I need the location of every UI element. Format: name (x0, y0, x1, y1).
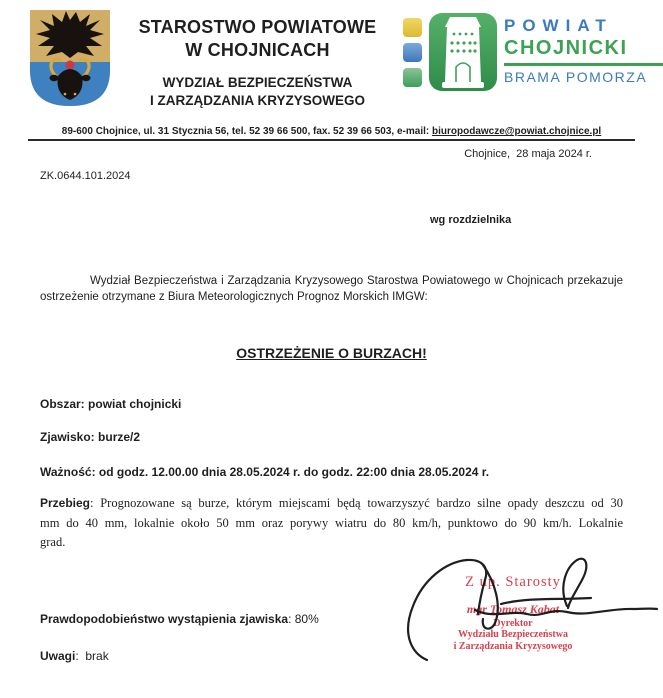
department-name (112, 74, 403, 109)
contact-line (0, 126, 663, 137)
org-name (112, 16, 403, 61)
field-probability-value: : 80% (288, 612, 319, 627)
field-validity-value: od godz. 12.00.00 dnia 28.05.2024 r. do godz. 22:00 dnia 28.05.2024 r. (98, 465, 490, 480)
logo-tower-emblem (428, 12, 498, 97)
contact-email-link[interactable]: biuropodawcze@powiat.chojnice.pl (432, 126, 602, 138)
place-and-date: Chojnice, 28 maja 2024 r. (464, 148, 592, 161)
logo-green-square-icon (403, 68, 422, 87)
department-name-line1: WYDZIAŁ BEZPIECZEŃSTWA (162, 75, 353, 90)
letterhead-titles (112, 8, 403, 109)
coat-of-arms-chojnice (28, 8, 112, 108)
logo-tagline: BRAMA POMORZA (504, 69, 648, 85)
powiat-chojnicki-logo (403, 8, 659, 97)
coat-of-arms-icon (28, 8, 112, 108)
department-name-line2: I ZARZĄDZANIA KRYZYSOWEGO (150, 92, 365, 108)
org-name-line2: W CHOJNICACH (185, 39, 330, 60)
header-divider (28, 139, 635, 141)
contact-address: 89-600 Chojnice, ul. 31 Stycznia 56, tel. 52 39 66 500, fax. 52 39 66 503, e-mail: (61, 126, 432, 138)
logo-blue-square-icon (403, 43, 422, 62)
stamp-signer-name: mgr Tomasz Kabat (466, 602, 560, 616)
field-course-label: Przebieg (40, 496, 91, 511)
intro-paragraph: Wydział Bezpieczeństwa i Zarządzania Kryzysowego Starostwa Powiatowego w Chojnicach przekazuje ostrzeżenie otrzymane z Biura Meteorologicznych Prognoz Morskich IMGW: (40, 275, 623, 304)
letterhead (0, 0, 663, 109)
distribution-note: wg rozdzielnika (430, 214, 512, 227)
logo-name-top: POWIAT (504, 16, 613, 35)
logo-name-bottom: CHOJNICKI (504, 37, 628, 59)
org-name-line1: STAROSTWO POWIATOWE (138, 17, 377, 37)
logo-divider (504, 63, 663, 66)
field-phenomenon-value: burze/2 (98, 430, 141, 445)
field-area-label: Obszar: (40, 397, 85, 412)
stamp-signer-title: Dyrektor (493, 618, 533, 629)
field-validity (40, 465, 623, 479)
logo-color-squares (403, 12, 422, 97)
field-probability-label: Prawdopodobieństwo wystąpienia zjawiska (40, 612, 289, 627)
logo-yellow-square-icon (403, 18, 422, 37)
field-remarks-label: Uwagi (40, 649, 76, 664)
field-course (40, 494, 623, 552)
field-remarks-value: : brak (75, 649, 109, 664)
tower-icon (428, 12, 498, 92)
field-area-value: powiat chojnicki (88, 397, 182, 412)
reference-number: ZK.0644.101.2024 (40, 170, 131, 183)
signature-stamp (398, 574, 628, 653)
stamp-on-behalf: Z up. Starosty (465, 574, 561, 590)
field-phenomenon-label: Zjawisko: (40, 430, 95, 445)
field-area (40, 397, 623, 411)
warning-headline: OSTRZEŻENIE O BURZACH! (236, 345, 427, 362)
field-validity-label: Ważność: (40, 465, 96, 480)
field-course-value: : Prognozowane są burze, którym miejscami będą towarzyszyć bardzo silne opady deszczu od 30 mm do 40 mm, lokalnie około 50 mm oraz porywy wiatru do 80 km/h, punktowo do 90 km/h. Lokalnie grad. (40, 496, 623, 550)
stamp-dept-line2: i Zarządzania Kryzysowego (453, 640, 573, 652)
stamp-dept-line1: Wydziału Bezpieczeństwa (458, 629, 568, 640)
logo-wordmark (498, 12, 663, 97)
field-phenomenon (40, 430, 623, 444)
